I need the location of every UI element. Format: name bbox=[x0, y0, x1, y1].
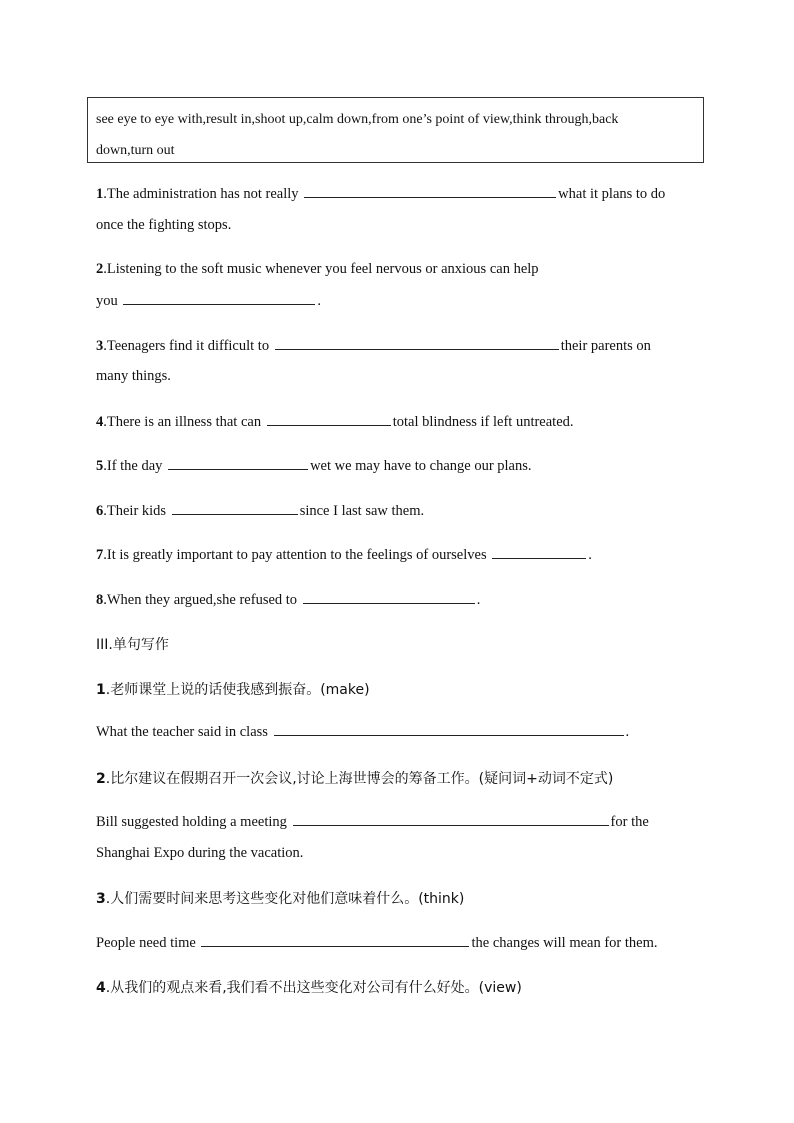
writing-item-4-prompt: 4.从我们的观点来看,我们看不出这些变化对公司有什么好处。(view) bbox=[96, 980, 522, 996]
fill-item-2: 2.Listening to the soft music whenever you feel nervous or anxious can help bbox=[96, 261, 539, 277]
fill-item-2-cont: you . bbox=[96, 293, 321, 309]
fill-item-6: 6.Their kids since I last saw them. bbox=[96, 503, 425, 519]
writing-item-2-answer: Bill suggested holding a meeting for the bbox=[96, 814, 649, 830]
word-bank-line-2: down,turn out bbox=[96, 143, 175, 158]
writing-item-2-prompt: 2.比尔建议在假期召开一次会议,讨论上海世博会的筹备工作。(疑问词+动词不定式) bbox=[96, 771, 614, 787]
answer-blank-2[interactable] bbox=[123, 292, 315, 305]
writing-item-1-answer: What the teacher said in class . bbox=[96, 724, 630, 740]
writing-blank-2[interactable] bbox=[293, 813, 609, 826]
word-bank-box bbox=[87, 97, 704, 163]
writing-item-3-answer: People need time the changes will mean for them. bbox=[96, 935, 658, 951]
writing-blank-3[interactable] bbox=[201, 934, 469, 947]
writing-item-1-prompt: 1.老师课堂上说的话使我感到振奋。(make) bbox=[96, 682, 370, 698]
fill-item-5: 5.If the day wet we may have to change our plans. bbox=[96, 458, 532, 474]
section-title: III.单句写作 bbox=[96, 637, 169, 653]
answer-blank-7[interactable] bbox=[492, 546, 586, 559]
answer-blank-5[interactable] bbox=[168, 457, 308, 470]
writing-item-2-cont: Shanghai Expo during the vacation. bbox=[96, 845, 304, 861]
fill-item-3: 3.Teenagers find it difficult to their parents on bbox=[96, 338, 651, 354]
answer-blank-6[interactable] bbox=[172, 502, 298, 515]
fill-item-7: 7.It is greatly important to pay attention to the feelings of ourselves . bbox=[96, 547, 592, 563]
fill-item-1: 1.The administration has not really what it plans to do bbox=[96, 186, 666, 202]
fill-item-8: 8.When they argued,she refused to . bbox=[96, 592, 481, 608]
writing-blank-1[interactable] bbox=[274, 723, 624, 736]
answer-blank-3[interactable] bbox=[275, 337, 559, 350]
answer-blank-4[interactable] bbox=[267, 413, 391, 426]
fill-item-4: 4.There is an illness that can total blindness if left untreated. bbox=[96, 414, 574, 430]
answer-blank-8[interactable] bbox=[303, 591, 475, 604]
fill-item-1-cont: once the fighting stops. bbox=[96, 217, 232, 233]
word-bank-line-1: see eye to eye with,result in,shoot up,calm down,from one’s point of view,think through,back bbox=[96, 112, 619, 127]
writing-item-3-prompt: 3.人们需要时间来思考这些变化对他们意味着什么。(think) bbox=[96, 891, 465, 907]
fill-item-3-cont: many things. bbox=[96, 368, 171, 384]
answer-blank-1[interactable] bbox=[304, 185, 556, 198]
